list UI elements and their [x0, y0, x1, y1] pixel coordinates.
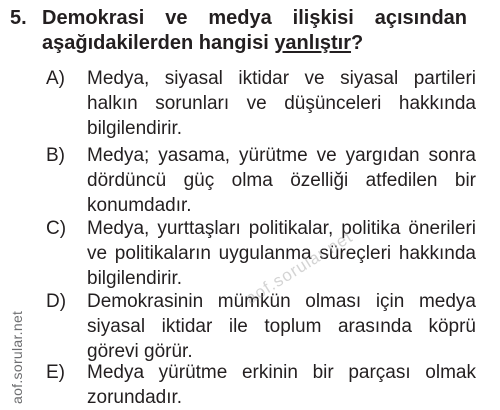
- question-stem: [42, 6, 467, 56]
- option-text: Medya; yasama, yürütme ve yargıdan sonra dördüncü güç olma özelliği atfedilen bir konumdadır.: [87, 145, 476, 216]
- question-stem-text: Demokrasi ve medya ilişkisi açısından aşağıdakilerden hangisi: [42, 7, 467, 54]
- option-letter: C): [46, 218, 67, 239]
- option-text: Medya, yurttaşları politikalar, politika önerileri ve politikaların uygulanma süreçleri hakkında bilgilendirir.: [87, 218, 476, 289]
- question-number: 5.: [10, 7, 27, 29]
- question-stem-mark: ?: [351, 32, 364, 54]
- diagonal-watermark: aof.sorular.net: [242, 226, 357, 309]
- option-letter: E): [46, 362, 65, 383]
- option-text: Medya yürütme erkinin bir parçası olmak zorundadır.: [87, 362, 476, 408]
- option-e[interactable]: [46, 360, 476, 410]
- option-b[interactable]: [46, 143, 476, 218]
- option-text: Medya, siyasal iktidar ve siyasal partileri halkın sorunları ve düşünceleri hakkında bilgilendirir.: [87, 68, 476, 139]
- option-letter: A): [46, 68, 65, 89]
- option-letter: B): [46, 145, 65, 166]
- option-text: Demokrasinin mümkün olması için medya siyasal iktidar ile toplum arasında köprü görevi görür.: [87, 291, 476, 362]
- side-watermark: aof.sorular.net: [9, 310, 25, 404]
- question-stem-emphasis: yanlıştır: [274, 32, 352, 54]
- option-letter: D): [46, 291, 67, 312]
- option-a[interactable]: [46, 66, 476, 141]
